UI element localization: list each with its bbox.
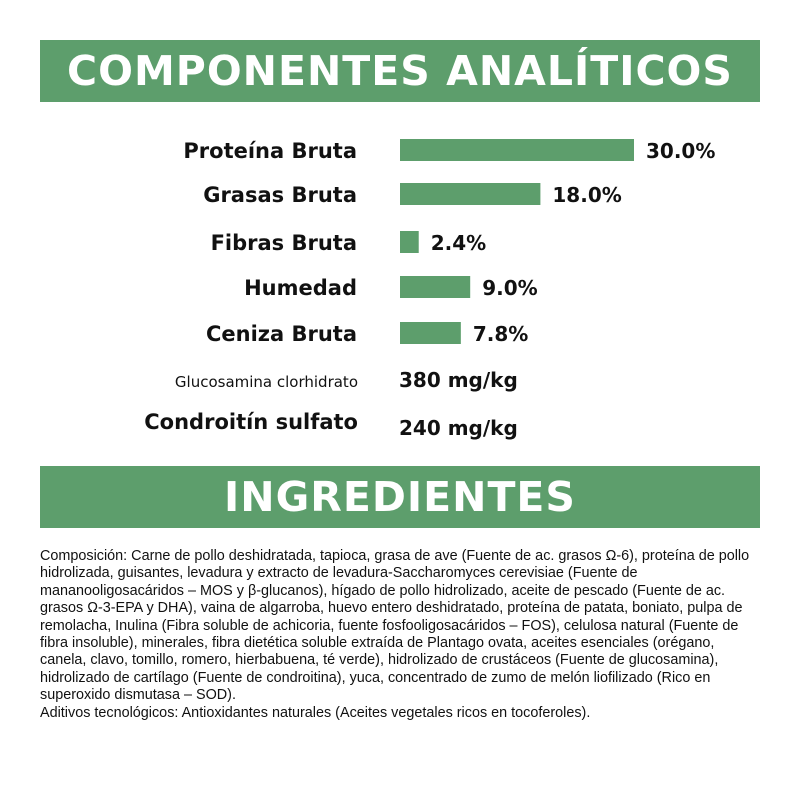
- ingredients-text: [40, 548, 762, 722]
- bar: [400, 322, 461, 344]
- value-label: 9.0%: [482, 276, 538, 300]
- value-label: 2.4%: [430, 231, 487, 255]
- category-label: Humedad: [244, 276, 357, 300]
- ingredients-banner: [40, 466, 760, 528]
- chondroitin-row: [0, 410, 800, 440]
- category-label: Ceniza Bruta: [205, 322, 357, 346]
- bar: [400, 183, 540, 205]
- glucosamine-label: Glucosamina clorhidrato: [174, 373, 358, 391]
- category-label: Fibras Bruta: [210, 231, 357, 255]
- analytical-components-title: COMPONENTES ANALÍTICOS: [67, 47, 733, 95]
- ingredients-title: INGREDIENTES: [224, 473, 576, 521]
- analytical-components-banner: [40, 40, 760, 102]
- value-label: 30.0%: [646, 139, 716, 163]
- value-label: 18.0%: [552, 183, 622, 207]
- category-label: Grasas Bruta: [203, 183, 357, 207]
- glucosamine-row: [0, 368, 800, 398]
- bar: [400, 139, 634, 161]
- value-label: 7.8%: [472, 322, 529, 346]
- composition-paragraph: Composición: Carne de pollo deshidratada, tapioca, grasa de ave (Fuente de ac. grasos Ω-6), proteína de pollo hidrolizada, guisantes, levadura y extracto de levadura-Saccharomyces cerevisiae (Fuente de mananooligosacáridos – MOS y β-glucanos), hígado de pollo hidrolizado, aceite de pescado (Fuente de ac. grasos Ω-3-EPA y DHA), vaina de algarroba, huevo entero deshidratado, proteína de patata, boniato, pulpa de remolacha, Inulina (Fibra soluble de achicoria, fuente fosfooligosacáridos – FOS), celulosa natural (Fuente de fibra insoluble), minerales, fibra dietética soluble extraída de Plantago ovata, aceites esenciales (orégano, canela, clavo, tomillo, romero, hierbabuena, té verde), hidrolizado de crustáceos (Fuente de glucosamina), hidrolizado de cartílago (Fuente de condroitina), yuca, concentrado de zumo de melón liofilizado (Rico en superoxido dismutasa – SOD).: [40, 548, 750, 704]
- additives-paragraph: Aditivos tecnológicos: Antioxidantes naturales (Aceites vegetales ricos en tocoferoles).: [40, 704, 591, 721]
- bar: [400, 231, 419, 253]
- chondroitin-label: Condroitín sulfato: [144, 410, 358, 434]
- category-label: Proteína Bruta: [183, 139, 357, 163]
- bar: [400, 276, 470, 298]
- analytical-bar-chart: [0, 120, 800, 450]
- chondroitin-value: 240 mg/kg: [399, 416, 518, 440]
- glucosamine-value: 380 mg/kg: [399, 368, 518, 392]
